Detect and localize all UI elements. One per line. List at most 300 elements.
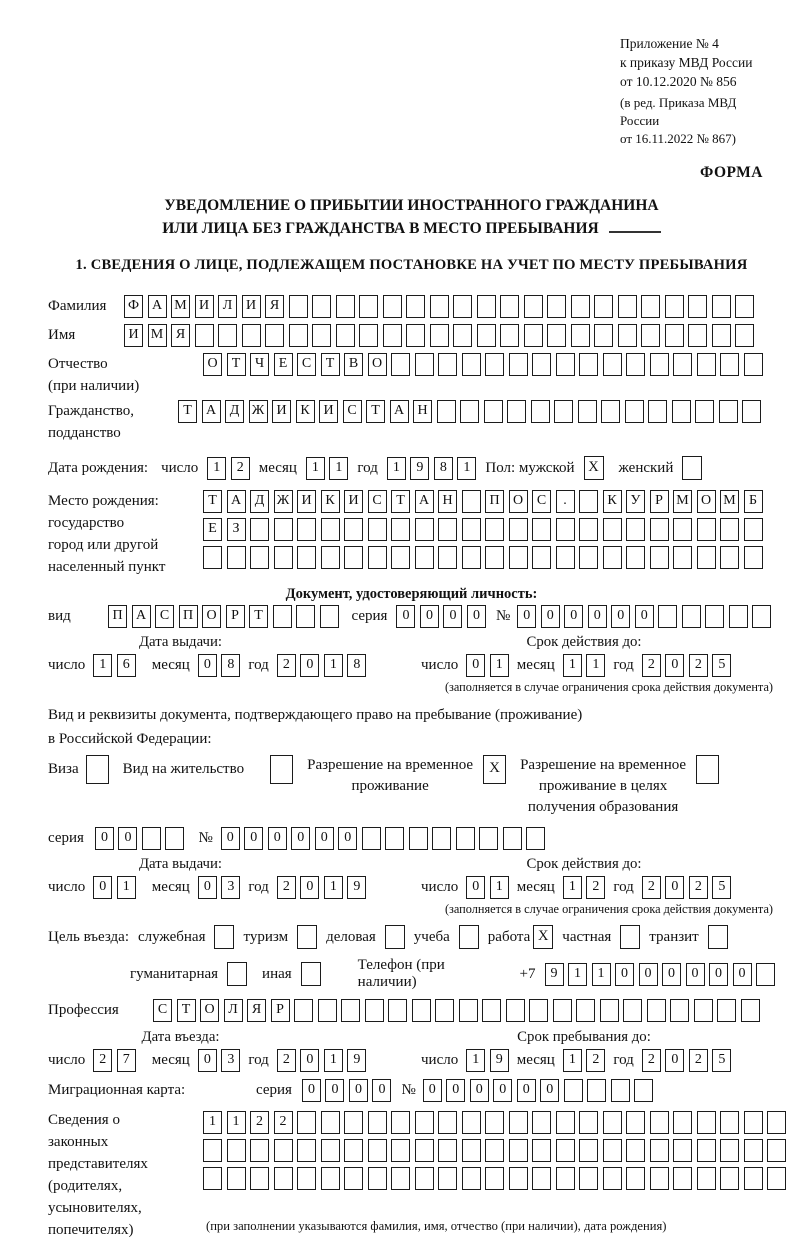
char-box — [435, 999, 454, 1022]
char-box — [509, 518, 528, 541]
char-box: И — [124, 324, 143, 347]
char-box — [297, 1139, 316, 1162]
char-box — [415, 353, 434, 376]
char-box: К — [321, 490, 340, 513]
char-box: А — [202, 400, 221, 423]
char-box: 1 — [93, 654, 112, 677]
char-box — [438, 1139, 457, 1162]
char-box — [462, 518, 481, 541]
entry-day — [93, 1049, 136, 1072]
month-label: месяц — [516, 1052, 555, 1068]
char-box — [626, 1111, 645, 1134]
char-box — [720, 1111, 739, 1134]
char-box: 1 — [306, 457, 325, 480]
char-box — [626, 1167, 645, 1190]
char-box — [712, 295, 731, 318]
purpose-humanitarian-label: гуманитарная — [130, 965, 219, 982]
stay-until-heading: Срок пребывания до: — [517, 1029, 651, 1045]
day-label: число — [421, 1052, 459, 1068]
doc-series-boxes — [396, 605, 486, 628]
char-box — [509, 353, 528, 376]
char-box: 0 — [198, 654, 217, 677]
rvp-issue-year — [277, 876, 367, 899]
char-box: 0 — [467, 605, 486, 628]
char-box: Ф — [124, 295, 143, 318]
char-box — [385, 827, 404, 850]
char-box — [462, 546, 481, 569]
char-box — [673, 1139, 692, 1162]
temp-residence-education-checkbox — [696, 755, 719, 784]
char-box: 2 — [642, 1049, 661, 1072]
char-box — [485, 353, 504, 376]
char-box — [321, 1139, 340, 1162]
birthplace-row2-boxes — [203, 518, 763, 541]
char-box: 7 — [117, 1049, 136, 1072]
char-box — [318, 999, 337, 1022]
purpose-private-label: частная — [562, 928, 612, 945]
char-box — [720, 546, 739, 569]
char-box: Н — [438, 490, 457, 513]
char-box — [359, 324, 378, 347]
char-box: 1 — [563, 876, 582, 899]
birth-day-boxes — [207, 457, 250, 480]
char-box: 0 — [198, 876, 217, 899]
char-box: Т — [227, 353, 246, 376]
char-box — [344, 1139, 363, 1162]
char-box: С — [153, 999, 172, 1022]
char-box — [576, 999, 595, 1022]
char-box — [579, 1111, 598, 1134]
rvp-series-boxes — [95, 827, 185, 850]
purpose-humanitarian-checkbox — [227, 962, 247, 986]
char-box — [556, 518, 575, 541]
char-box: 2 — [277, 654, 296, 677]
purpose-tourism-checkbox — [297, 925, 317, 949]
char-box: 0 — [541, 605, 560, 628]
passport-issue-month — [198, 654, 241, 677]
char-box — [697, 1111, 716, 1134]
char-box — [438, 1111, 457, 1134]
char-box: 8 — [434, 457, 453, 480]
representatives-label: Сведения о законных представителях (родителях, усыновителях, попечителях) — [48, 1112, 148, 1238]
char-box — [437, 400, 456, 423]
char-box: И — [344, 490, 363, 513]
birthdate-label: Дата рождения: — [48, 459, 149, 476]
name-boxes — [124, 324, 754, 347]
char-box — [744, 546, 763, 569]
char-box — [694, 999, 713, 1022]
char-box — [365, 999, 384, 1022]
char-box — [556, 1167, 575, 1190]
char-box — [603, 1111, 622, 1134]
rvp-option-temp-residence-education: Разрешение на временное проживание в целях получения образования — [520, 755, 719, 818]
year-label: год — [613, 657, 634, 673]
char-box — [735, 295, 754, 318]
char-box — [453, 295, 472, 318]
char-box — [438, 353, 457, 376]
char-box: Р — [226, 605, 245, 628]
rvp-number-boxes — [221, 827, 546, 850]
char-box — [571, 324, 590, 347]
char-box — [524, 324, 543, 347]
char-box: 0 — [564, 605, 583, 628]
passport-until-month — [563, 654, 606, 677]
char-box: 9 — [410, 457, 429, 480]
char-box: А — [390, 400, 409, 423]
char-box — [368, 518, 387, 541]
char-box — [673, 546, 692, 569]
char-box — [623, 999, 642, 1022]
patronymic-boxes — [203, 353, 763, 376]
char-box — [673, 353, 692, 376]
char-box: П — [108, 605, 127, 628]
char-box: 0 — [446, 1079, 465, 1102]
rvp-issue-day — [93, 876, 136, 899]
char-box — [531, 400, 550, 423]
char-box — [368, 1111, 387, 1134]
char-box: 0 — [338, 827, 357, 850]
char-box — [529, 999, 548, 1022]
char-box: 0 — [540, 1079, 559, 1102]
char-box — [462, 1111, 481, 1134]
month-label: месяц — [516, 657, 555, 673]
forma-label: ФОРМА — [699, 164, 763, 181]
mc-number-label: № — [401, 1082, 416, 1098]
char-box: С — [155, 605, 174, 628]
char-box: 0 — [517, 1079, 536, 1102]
char-box — [312, 295, 331, 318]
char-box — [594, 324, 613, 347]
char-box — [673, 1167, 692, 1190]
char-box — [273, 605, 292, 628]
char-box: 0 — [470, 1079, 489, 1102]
char-box — [553, 999, 572, 1022]
char-box: 1 — [568, 963, 587, 986]
day-label: число — [421, 879, 459, 895]
char-box: М — [673, 490, 692, 513]
char-box: Ж — [249, 400, 268, 423]
stay-month — [563, 1049, 606, 1072]
char-box — [265, 324, 284, 347]
visa-checkbox — [86, 755, 109, 784]
char-box — [509, 1167, 528, 1190]
char-box: Я — [247, 999, 266, 1022]
char-box — [647, 999, 666, 1022]
annex-line: от 10.12.2020 № 856 — [620, 74, 737, 89]
char-box — [294, 999, 313, 1022]
char-box — [203, 546, 222, 569]
char-box: Р — [650, 490, 669, 513]
char-box — [650, 353, 669, 376]
representatives-row2-boxes — [203, 1139, 786, 1162]
purpose-commercial-checkbox — [385, 925, 405, 949]
char-box: 2 — [277, 876, 296, 899]
char-box — [227, 1167, 246, 1190]
char-box — [438, 518, 457, 541]
char-box — [336, 324, 355, 347]
char-box: М — [171, 295, 190, 318]
sex-male-label: Пол: мужской — [485, 459, 575, 476]
doc-kind-boxes — [108, 605, 339, 628]
char-box — [641, 324, 660, 347]
char-box — [432, 827, 451, 850]
month-label: месяц — [516, 879, 555, 895]
char-box: 0 — [665, 1049, 684, 1072]
char-box: 2 — [274, 1111, 293, 1134]
doc-series-label: серия — [351, 608, 388, 624]
char-box: 1 — [227, 1111, 246, 1134]
char-box: 0 — [300, 1049, 319, 1072]
char-box: 6 — [117, 654, 136, 677]
char-box: 1 — [324, 876, 343, 899]
purpose-work-checkbox: X — [533, 925, 553, 949]
char-box — [462, 490, 481, 513]
char-box: М — [720, 490, 739, 513]
passport-until-day — [466, 654, 509, 677]
char-box — [626, 518, 645, 541]
char-box — [203, 1167, 222, 1190]
char-box: А — [415, 490, 434, 513]
char-box — [321, 546, 340, 569]
char-box — [611, 1079, 630, 1102]
char-box: Б — [744, 490, 763, 513]
purpose-commercial-label: деловая — [326, 928, 376, 945]
char-box — [242, 324, 261, 347]
char-box — [697, 1139, 716, 1162]
purpose-transit-checkbox — [708, 925, 728, 949]
purpose-other-label: иная — [262, 965, 292, 982]
birthplace-row1-boxes — [203, 490, 763, 513]
char-box: 0 — [315, 827, 334, 850]
char-box — [195, 324, 214, 347]
char-box: 1 — [324, 1049, 343, 1072]
char-box — [767, 1139, 786, 1162]
doc-kind-label: вид — [48, 608, 71, 624]
purpose-business-label: служебная — [137, 928, 206, 945]
purpose-tourism-label: туризм — [243, 928, 289, 945]
char-box — [359, 295, 378, 318]
char-box — [485, 518, 504, 541]
entry-year — [277, 1049, 367, 1072]
annex-edition-line: от 16.11.2022 № 867) — [620, 131, 737, 146]
char-box: П — [485, 490, 504, 513]
doc-number-label: № — [495, 608, 511, 624]
annex-block — [620, 34, 775, 91]
mc-number-boxes — [423, 1079, 654, 1102]
char-box — [756, 963, 775, 986]
rvp-option-residence-permit: Вид на жительство — [123, 755, 293, 784]
char-box: 2 — [586, 1049, 605, 1072]
char-box — [564, 1079, 583, 1102]
year-label: год — [613, 879, 634, 895]
char-box: 0 — [300, 654, 319, 677]
char-box — [430, 324, 449, 347]
char-box: 0 — [639, 963, 658, 986]
char-box: 1 — [466, 1049, 485, 1072]
char-box: 3 — [221, 1049, 240, 1072]
char-box: Ж — [274, 490, 293, 513]
issue-date-heading: Дата выдачи: — [138, 856, 223, 872]
char-box — [658, 605, 677, 628]
char-box: С — [343, 400, 362, 423]
annex-line: Приложение № 4 — [620, 36, 719, 51]
char-box: 5 — [712, 1049, 731, 1072]
char-box — [312, 324, 331, 347]
char-box — [697, 1167, 716, 1190]
char-box — [227, 546, 246, 569]
char-box: 1 — [329, 457, 348, 480]
purpose-business-checkbox — [214, 925, 234, 949]
char-box — [203, 1139, 222, 1162]
purpose-other-checkbox — [301, 962, 321, 986]
char-box — [406, 295, 425, 318]
char-box: 2 — [93, 1049, 112, 1072]
char-box — [670, 999, 689, 1022]
char-box — [767, 1167, 786, 1190]
char-box: О — [203, 353, 222, 376]
char-box: Л — [224, 999, 243, 1022]
rvp-option-visa: Виза — [48, 755, 109, 784]
char-box: 0 — [611, 605, 630, 628]
rvp-issue-month — [198, 876, 241, 899]
char-box: 0 — [733, 963, 752, 986]
month-label: месяц — [151, 1052, 190, 1068]
char-box: 0 — [662, 963, 681, 986]
char-box — [603, 518, 622, 541]
char-box: 0 — [635, 605, 654, 628]
surname-boxes — [124, 295, 754, 318]
char-box — [618, 324, 637, 347]
stay-year — [642, 1049, 732, 1072]
char-box: Д — [250, 490, 269, 513]
year-label: год — [248, 879, 269, 895]
limit-note: (заполняется в случае ограничения срока действия документа) — [444, 680, 773, 694]
char-box — [438, 1167, 457, 1190]
char-box — [719, 400, 738, 423]
char-box — [625, 400, 644, 423]
char-box: 0 — [300, 876, 319, 899]
char-box — [603, 546, 622, 569]
identity-doc-heading: Документ, удостоверяющий личность: — [285, 586, 538, 602]
char-box — [526, 827, 545, 850]
char-box: М — [148, 324, 167, 347]
char-box — [289, 324, 308, 347]
title-blank-line — [609, 217, 661, 233]
char-box: 9 — [347, 1049, 366, 1072]
char-box: 0 — [686, 963, 705, 986]
char-box — [388, 999, 407, 1022]
char-box: 8 — [347, 654, 366, 677]
purpose-transit-label: транзит — [649, 928, 699, 945]
char-box: 9 — [490, 1049, 509, 1072]
char-box — [485, 1167, 504, 1190]
char-box: И — [242, 295, 261, 318]
char-box — [336, 295, 355, 318]
char-box: Я — [265, 295, 284, 318]
char-box — [650, 1167, 669, 1190]
char-box — [462, 353, 481, 376]
char-box: 9 — [545, 963, 564, 986]
char-box: 0 — [423, 1079, 442, 1102]
char-box — [532, 518, 551, 541]
char-box — [453, 324, 472, 347]
char-box: 2 — [689, 1049, 708, 1072]
char-box — [547, 295, 566, 318]
char-box — [297, 1111, 316, 1134]
char-box — [618, 295, 637, 318]
birthplace-label: Место рождения: государство город или другой населенный пункт — [48, 493, 166, 575]
char-box: Д — [225, 400, 244, 423]
char-box — [744, 518, 763, 541]
char-box — [485, 1111, 504, 1134]
char-box — [688, 324, 707, 347]
char-box: 1 — [563, 1049, 582, 1072]
char-box — [767, 1111, 786, 1134]
char-box: А — [132, 605, 151, 628]
char-box — [729, 605, 748, 628]
char-box: 0 — [93, 876, 112, 899]
char-box — [717, 999, 736, 1022]
char-box: С — [368, 490, 387, 513]
char-box — [641, 295, 660, 318]
valid-until-heading: Срок действия до: — [526, 634, 642, 650]
char-box — [603, 353, 622, 376]
char-box — [391, 1139, 410, 1162]
birth-month-boxes — [306, 457, 349, 480]
char-box: Р — [271, 999, 290, 1022]
day-label: число — [421, 657, 459, 673]
char-box — [579, 518, 598, 541]
char-box — [626, 546, 645, 569]
char-box: Л — [218, 295, 237, 318]
char-box: О — [697, 490, 716, 513]
char-box — [368, 1139, 387, 1162]
char-box — [297, 1167, 316, 1190]
rvp-until-year — [642, 876, 732, 899]
char-box: Т — [391, 490, 410, 513]
char-box — [462, 1167, 481, 1190]
char-box — [250, 546, 269, 569]
stay-day — [466, 1049, 509, 1072]
patronymic-label: Отчество (при наличии) — [48, 356, 140, 394]
char-box: О — [509, 490, 528, 513]
section1-heading: 1. СВЕДЕНИЯ О ЛИЦЕ, ПОДЛЕЖАЩЕМ ПОСТАНОВКЕ НА УЧЕТ ПО МЕСТУ ПРЕБЫВАНИЯ — [75, 257, 748, 273]
char-box: 0 — [291, 827, 310, 850]
month-label: месяц — [258, 459, 297, 476]
char-box — [697, 353, 716, 376]
sex-female-label: женский — [618, 459, 674, 476]
form-title — [48, 195, 775, 240]
mc-series-label: серия — [256, 1082, 292, 1098]
char-box — [391, 546, 410, 569]
char-box — [320, 605, 339, 628]
char-box — [227, 1139, 246, 1162]
char-box — [391, 353, 410, 376]
char-box — [250, 1167, 269, 1190]
char-box: 0 — [268, 827, 287, 850]
day-label: число — [48, 1052, 86, 1068]
char-box: И — [195, 295, 214, 318]
char-box — [412, 999, 431, 1022]
char-box: 1 — [387, 457, 406, 480]
char-box — [532, 1111, 551, 1134]
rvp-series-label: серия — [48, 830, 84, 846]
year-label: год — [613, 1052, 634, 1068]
char-box: 3 — [221, 876, 240, 899]
passport-issue-year — [277, 654, 367, 677]
char-box — [648, 400, 667, 423]
char-box: 0 — [325, 1079, 344, 1102]
